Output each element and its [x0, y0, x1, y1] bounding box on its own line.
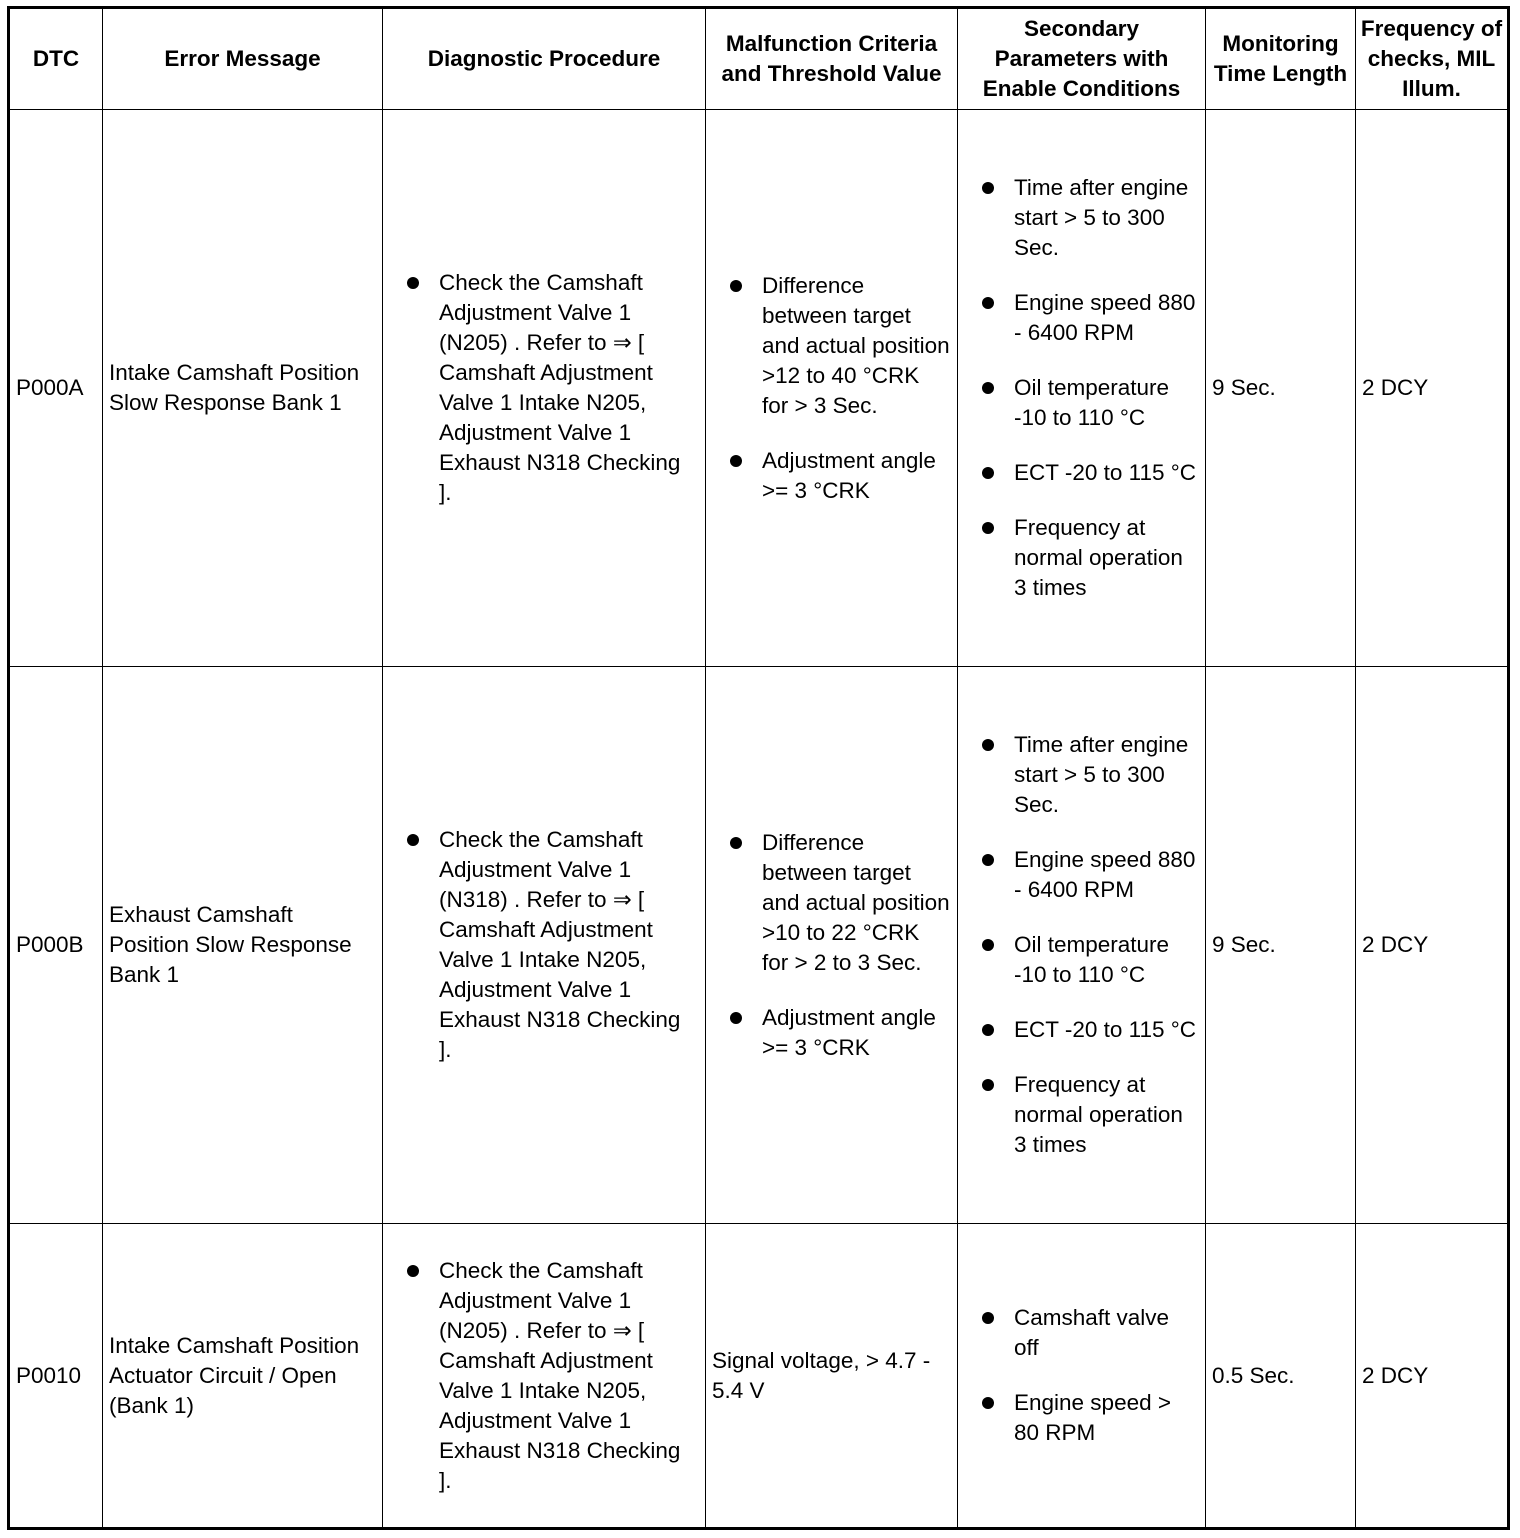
header-frequency: Frequency of checks, MIL Illum. [1356, 8, 1509, 110]
parameter-item: Engine speed 880 - 6400 RPM [964, 845, 1199, 905]
header-error-message: Error Message [103, 8, 383, 110]
procedure-item: Check the Camshaft Adjustment Valve 1 (N205) . Refer to ⇒ [ Camshaft Adjustment Valve 1 Intake N205, Adjustment Valve 1 Exhaust N318 Checking ]. [389, 268, 699, 508]
diagnostic-procedure [383, 1224, 706, 1529]
header-secondary-parameters: Secondary Parameters with Enable Conditions [958, 8, 1206, 110]
parameter-item: Time after engine start > 5 to 300 Sec. [964, 730, 1199, 820]
criteria-item: Difference between target and actual position >10 to 22 °CRK for > 2 to 3 Sec. [712, 828, 951, 978]
malfunction-criteria: Signal voltage, > 4.7 - 5.4 V [706, 1224, 958, 1529]
parameter-item: Engine speed 880 - 6400 RPM [964, 288, 1199, 348]
table-row [9, 110, 1509, 667]
check-frequency: 2 DCY [1356, 667, 1509, 1224]
parameter-item: Frequency at normal operation 3 times [964, 1070, 1199, 1160]
header-diagnostic-procedure: Diagnostic Procedure [383, 8, 706, 110]
parameter-item: Frequency at normal operation 3 times [964, 513, 1199, 603]
parameter-item: Oil temperature -10 to 110 °C [964, 373, 1199, 433]
header-dtc: DTC [9, 8, 103, 110]
error-message: Intake Camshaft Position Slow Response Bank 1 [103, 110, 383, 667]
criteria-item: Adjustment angle >= 3 °CRK [712, 446, 951, 506]
error-message: Intake Camshaft Position Actuator Circuit / Open (Bank 1) [103, 1224, 383, 1529]
header-row [9, 8, 1509, 110]
parameter-item: Oil temperature -10 to 110 °C [964, 930, 1199, 990]
criteria-list [712, 828, 951, 1063]
monitoring-time: 9 Sec. [1206, 110, 1356, 667]
dtc-code: P000B [9, 667, 103, 1224]
monitoring-time: 0.5 Sec. [1206, 1224, 1356, 1529]
secondary-parameters [958, 110, 1206, 667]
dtc-table [7, 6, 1510, 1530]
header-malfunction-criteria: Malfunction Criteria and Threshold Value [706, 8, 958, 110]
error-message: Exhaust Camshaft Position Slow Response Bank 1 [103, 667, 383, 1224]
monitoring-time: 9 Sec. [1206, 667, 1356, 1224]
procedure-item: Check the Camshaft Adjustment Valve 1 (N205) . Refer to ⇒ [ Camshaft Adjustment Valve 1 Intake N205, Adjustment Valve 1 Exhaust N318 Checking ]. [389, 1256, 699, 1496]
procedure-list [389, 1256, 699, 1496]
secondary-parameters [958, 667, 1206, 1224]
dtc-code: P0010 [9, 1224, 103, 1529]
parameters-list [964, 730, 1199, 1160]
malfunction-criteria [706, 110, 958, 667]
table-row [9, 667, 1509, 1224]
check-frequency: 2 DCY [1356, 1224, 1509, 1529]
secondary-parameters [958, 1224, 1206, 1529]
parameter-item: ECT -20 to 115 °C [964, 458, 1199, 488]
procedure-list [389, 825, 699, 1065]
check-frequency: 2 DCY [1356, 110, 1509, 667]
parameter-item: Time after engine start > 5 to 300 Sec. [964, 173, 1199, 263]
dtc-code: P000A [9, 110, 103, 667]
criteria-item: Adjustment angle >= 3 °CRK [712, 1003, 951, 1063]
parameter-item: ECT -20 to 115 °C [964, 1015, 1199, 1045]
criteria-item: Difference between target and actual position >12 to 40 °CRK for > 3 Sec. [712, 271, 951, 421]
parameter-item: Engine speed > 80 RPM [964, 1388, 1199, 1448]
criteria-list [712, 271, 951, 506]
parameter-item: Camshaft valve off [964, 1303, 1199, 1363]
procedure-item: Check the Camshaft Adjustment Valve 1 (N318) . Refer to ⇒ [ Camshaft Adjustment Valve 1 Intake N205, Adjustment Valve 1 Exhaust N318 Checking ]. [389, 825, 699, 1065]
parameters-list [964, 173, 1199, 603]
procedure-list [389, 268, 699, 508]
diagnostic-procedure [383, 110, 706, 667]
parameters-list [964, 1303, 1199, 1448]
malfunction-criteria [706, 667, 958, 1224]
header-monitoring-time: Monitoring Time Length [1206, 8, 1356, 110]
diagnostic-procedure [383, 667, 706, 1224]
table-row [9, 1224, 1509, 1529]
